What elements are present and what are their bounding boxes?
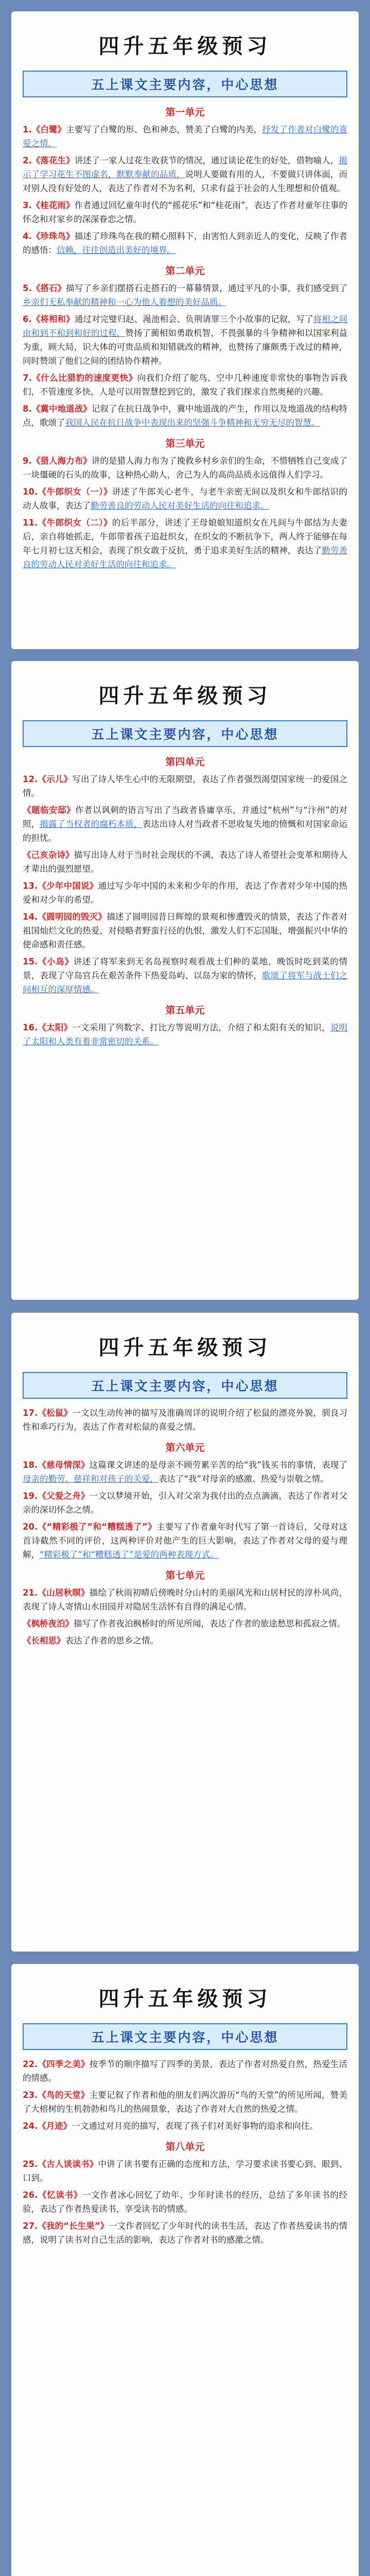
entry-number: 1. (23, 125, 32, 134)
entry-highlight: 勤劳善良的劳动人民对美好生活的向往和追求。 (23, 546, 348, 569)
lesson-entry (23, 803, 347, 845)
entry-text: 作者以讽刺的语言写出了当政者昏庸享乐，并通过“杭州”与“汴州”的对照， (23, 805, 347, 829)
page-subtitle: 五上课文主要内容，中心思想 (23, 720, 347, 747)
entry-number: 14. (23, 912, 38, 922)
entry-number: 4. (23, 231, 32, 241)
entry-text: 向我们介绍了鸵鸟、空中几种速度非常快的事物告诉我们，不管速度多快，人是可以用智慧挖到它的，激发了我们探求自然奥秘的兴趣。 (23, 373, 348, 397)
entry-number: 8. (23, 404, 32, 414)
entry-number: 10. (23, 487, 38, 497)
lesson-entry (23, 371, 347, 399)
entry-text: 主要写了作者童年时代写了第一首诗后，父母对这首诗截然不同的评价，这两种评价对他产生的巨大影响，表达了作者对父母的爱与理解， (23, 1522, 347, 1560)
entry-text: 这篇课文讲述的是母亲不顾劳累辛苦的给“我”钱买书的事情，表现了 (89, 1460, 347, 1470)
page-content (23, 2057, 347, 2247)
lesson-entry (23, 1586, 347, 1614)
lesson-entry (23, 312, 347, 368)
lesson-title: 《太阳》 (38, 1023, 73, 1032)
entry-text: 一文作者回忆了少年时代的读书生活，表达了作者热爱读书的情感，说明了读书对自己生活的影响，表达了作者对书的感激之情。 (23, 2221, 347, 2245)
entry-highlight: 揭露了当权者的腐朽本质， (40, 819, 143, 829)
unit-heading: 第二单元 (165, 265, 205, 277)
entry-text: 中讲了读书要有正确的态度和方法，学习要求读书要心到、眼到、口到。 (23, 2159, 348, 2183)
lesson-title: 《慈母情深》 (38, 1460, 90, 1470)
page-3 (11, 1313, 359, 1952)
lesson-title: 《松鼠》 (38, 1408, 73, 1418)
entry-text: 描绘了秋雨初晴后傍晚时分山村的美丽风光和山居村民的淳朴风尚，表现了诗人寄情山水田园并对隐居生活怀有自得的满足心情。 (23, 1588, 348, 1612)
entry-number: 24. (23, 2121, 38, 2131)
lesson-entry (23, 1021, 347, 1048)
lesson-title: 《月迹》 (38, 2121, 72, 2131)
lesson-entry (23, 910, 347, 952)
lesson-title: 《落花生》 (31, 156, 75, 165)
entry-text: 一文作者冰心回忆了幼年、少年时读书的经历，总结了多年读书的经验，表达了作者热爱读书，享受读书的情感。 (23, 2190, 348, 2214)
page-2 (11, 661, 359, 1300)
lesson-title: 《牛郎织女（二）》 (38, 518, 112, 528)
entry-text: 通过对完璧归赵、渑池相会、负荆请罪三个小故事的记叙，写了 (74, 314, 313, 324)
lesson-title: 《将相和》 (31, 314, 75, 324)
entry-number: 7. (23, 373, 32, 383)
lesson-entry (23, 1634, 347, 1648)
page-4 (11, 1964, 359, 2576)
unit-heading: 第三单元 (165, 438, 205, 449)
entry-number: 12. (23, 774, 38, 784)
lesson-entry (23, 848, 347, 876)
entry-highlight: 母亲的勤劳、慈祥和对孩子的关爱， (23, 1474, 158, 1484)
lesson-title: 《山居秋暝》 (38, 1588, 90, 1598)
page-title: 四升五年级预习 (98, 34, 272, 58)
entry-text-rest: 赞扬了蔺相如勇敢机智，不畏强暴的斗争精神和以国家利益为重，顾大局，识大体的可贵品质和知错就改的精神，也赞扬了廉颇勇于改过的精神，同时赞颂了他们之间的团结协作精神。 (23, 328, 348, 366)
entry-number: 9. (23, 456, 32, 466)
lesson-entry (23, 1617, 347, 1631)
entry-number: 21. (23, 1588, 38, 1598)
entry-highlight: 歌颂了将军与战士们之间相互的深厚情感。 (23, 971, 348, 994)
unit-heading: 第一单元 (165, 107, 205, 118)
lesson-title: 《古人谈读书》 (38, 2159, 98, 2169)
lesson-title: 《鸟的天堂》 (38, 2090, 90, 2100)
entry-text-rest: 表达出诗人对当政者不思收复失地的愤慨和对国家命运的担忧。 (23, 819, 348, 843)
entry-text: 描写出诗人对于当时社会现状的不满，表达了诗人希望社会变革和期待人才辈出的强烈愿望。 (23, 850, 348, 874)
lesson-title: 《忆读书》 (38, 2190, 82, 2200)
lesson-title: 《什么比猎豹的速度更快》 (31, 373, 137, 383)
entry-highlight: 揭示了学习花生不图虚名，默默奉献的品质， (23, 156, 348, 179)
entry-number: 17. (23, 1408, 38, 1418)
lesson-entry (23, 281, 347, 309)
entry-text: 一文采用了列数字、打比方等说明方法，介绍了和太阳有关的知识， (72, 1023, 330, 1032)
lesson-entry (23, 229, 347, 257)
entry-number: 16. (23, 1023, 38, 1032)
entry-highlight: 信赖，往往创造出美好的境界。 (57, 245, 175, 255)
entry-text: 主要写了白鹭的形、色和神态，赞美了白鹭的内美， (66, 125, 262, 134)
lesson-entry (23, 955, 347, 996)
page-title: 四升五年级预习 (98, 1987, 272, 2011)
page-1 (11, 11, 359, 649)
page-subtitle: 五上课文主要内容，中心思想 (23, 1372, 347, 1399)
entry-highlight: 乡亲们无私奉献的精神和一心为他人着想的美好品质。 (23, 297, 226, 307)
lesson-entry (23, 198, 347, 226)
entry-number: 3. (23, 200, 32, 210)
page-title: 四升五年级预习 (98, 1335, 272, 1360)
unit-heading: 第八单元 (165, 2141, 205, 2153)
lesson-title: 《“精彩极了”和“糟糕透了”》 (38, 1522, 157, 1532)
page-content (23, 754, 347, 1048)
entry-text: 讲述了牛郎关心老牛，与老牛亲密无间以及织女和牛郎结识的动人故事，表达了 (23, 487, 348, 511)
page-subtitle: 五上课文主要内容，中心思想 (23, 2023, 347, 2050)
lesson-title: 《我的“长生果”》 (38, 2221, 109, 2231)
entry-text: 表达了作者的思乡之情。 (65, 1636, 158, 1646)
unit-heading: 第五单元 (165, 1005, 205, 1016)
lesson-entry (23, 516, 347, 571)
unit-heading: 第七单元 (165, 1570, 205, 1581)
lesson-title: 《牛郎织女（一）》 (38, 487, 112, 497)
lesson-title: 《父爱之舟》 (38, 1491, 90, 1501)
lesson-title: 《白鹭》 (31, 125, 66, 134)
lesson-title: 《枫桥夜泊》 (23, 1619, 74, 1629)
lesson-entry (23, 1458, 347, 1486)
entry-text: 作者通过回忆童年时代的“摇花乐”和“桂花雨”，表达了作者对童年往事的怀念和对家乡的深深眷恋之情。 (23, 200, 348, 224)
entry-number: 18. (23, 1460, 38, 1470)
entry-number: 26. (23, 2190, 38, 2200)
page-subtitle: 五上课文主要内容，中心思想 (23, 71, 347, 97)
lesson-entry (23, 2157, 347, 2185)
entry-number: 13. (23, 881, 38, 891)
unit-heading: 第四单元 (165, 756, 205, 768)
entry-number: 20. (23, 1522, 38, 1532)
lesson-entry (23, 402, 347, 430)
entry-text: 通过写少年中国的未来和少年的作用，表达了作者对少年中国的热爱和对少年的希望。 (23, 881, 348, 905)
entry-highlight: 将相之间由和到不和到和好的过程， (23, 314, 348, 338)
lesson-title: 《示儿》 (38, 774, 73, 784)
lesson-entry (23, 2057, 347, 2085)
entry-text: 主要记叙了作者和他的朋友们两次游历“鸟的天堂”的所见所闻，赞美了大榕树的生机勃勃和鸟儿的热闹景象，表达了作者对大自然的热爱之情。 (23, 2090, 347, 2114)
entry-number: 22. (23, 2059, 38, 2069)
entry-text: 讲述了将军来到无名岛视察时观看战士们种的菜地，晚饭时吃到菜的情景，表现了守岛官兵在艰苦条件下热爱岛屿、以岛为家的情怀， (23, 957, 348, 980)
entry-text: 的后半部分，讲述了王母娘娘知道织女在凡间与牛郎结为夫妻后，亲自将她抓走，牛郎带着孩子追赶织女，在织女的不断抗争下，两人终于能够在每年七月初七这天相会，表现了织女敢于反抗，勇于追求美好生活的精神，表达了 (23, 518, 348, 555)
lesson-title: 《猎人海力布》 (31, 456, 92, 466)
entry-text: 一文通过对月亮的描写，表现了孩子们对美好事物的追求和向往。 (72, 2121, 318, 2131)
entry-number: 23. (23, 2090, 38, 2100)
entry-text: 讲述了一家人过花生收获节的情况，通过谈论花生的好处，借物喻人， (74, 156, 339, 165)
entry-number: 5. (23, 283, 32, 293)
lesson-entry (23, 1520, 347, 1562)
lesson-title: 《桂花雨》 (31, 200, 75, 210)
lesson-title: 《冀中地道战》 (31, 404, 92, 414)
entry-text: 描述了圆明园昔日辉煌的景观和惨遭毁灭的情景，表达了作者对祖国灿烂文化的热爱，对侵略者野蛮行径的仇恨，激发人们不忘国耻，增强振兴中华的使命感和责任感。 (23, 912, 348, 950)
entry-text: 描写了作者夜泊枫桥时的所见所闻，表达了作者的旅途愁思和孤寂之情。 (74, 1619, 345, 1629)
lesson-entry (23, 154, 347, 195)
lesson-entry (23, 485, 347, 513)
entry-number: 6. (23, 314, 32, 324)
lesson-title: 《珍珠鸟》 (31, 231, 75, 241)
entry-highlight: 勤劳善良的劳动人民对美好生活的向往和追求。 (91, 501, 269, 511)
entry-number: 19. (23, 1491, 38, 1501)
lesson-entry (23, 2188, 347, 2216)
entry-text: 一文以梦境开始，引入对父亲为我付出的点点滴滴，表达了作者对父亲的深切怀念之情。 (23, 1491, 348, 1515)
lesson-title: 《长相思》 (23, 1636, 65, 1646)
lesson-entry (23, 1406, 347, 1434)
entry-highlight: 说明了太阳和人类有着非常密切的关系。 (23, 1023, 348, 1046)
lesson-title: 《四季之美》 (38, 2059, 90, 2069)
lesson-title: 《题临安邸》 (23, 805, 76, 815)
lesson-entry (23, 879, 347, 907)
entry-highlight: 我国人民在抗日战争中表现出来的坚强斗争精神和无穷无尽的智慧。 (65, 418, 320, 428)
entry-highlight: 抒发了作者对白鹭的喜爱之情。 (23, 125, 348, 148)
lesson-entry (23, 2088, 347, 2116)
entry-highlight: “精彩极了”和“糟糕透了”是爱的两种表现方式。 (40, 1550, 219, 1560)
entry-text: 记叙了在抗日战争中，冀中地道战的产生，作用以及地道战的结构特点，歌颂了 (23, 404, 348, 428)
entry-text: 写出了诗人毕生心中的无限期望，表达了作者强烈渴望国家统一的爱国之情。 (23, 774, 348, 798)
entry-text: 一文以生动传神的描写及准确周详的说明介绍了松鼠的漂亮外貌，驯良习性和乖巧行为，表达了作者对松鼠的喜爱之情。 (23, 1408, 348, 1432)
lesson-title: 《搭石》 (31, 283, 66, 293)
entry-number: 11. (23, 518, 38, 528)
entry-number: 15. (23, 957, 38, 967)
entry-text-rest: 表达了“我”对母亲的感激、热爱与崇敬之情。 (158, 1474, 329, 1484)
page-content (23, 105, 347, 571)
entry-number: 27. (23, 2221, 38, 2231)
lesson-entry (23, 1489, 347, 1517)
lesson-title: 《己亥杂诗》 (23, 850, 74, 860)
lesson-entry (23, 454, 347, 482)
page-content (23, 1406, 347, 1648)
lesson-title: 《少年中国说》 (38, 881, 98, 891)
lesson-entry (23, 123, 347, 150)
lesson-entry (23, 772, 347, 800)
entry-text: 描写了乡亲们摆搭石走搭石的一幕幕情景，通过平凡的小事，我们感受到了 (66, 283, 348, 293)
entry-text: 按季节的顺序描写了四季的美景，表达了作者对热爱自然，热爱生活的情感。 (23, 2059, 348, 2083)
entry-text-rest: 说明人要做有用的人，不要做只讲体面，而对别人没有好处的人，表达了作者对不为名利，只求有益于社会的人生理想和价值观。 (23, 170, 348, 193)
page-title: 四升五年级预习 (98, 684, 272, 708)
lesson-entry (23, 2119, 347, 2133)
entry-number: 2. (23, 156, 32, 165)
entry-text: 描述了珍珠鸟在我的精心照料下，由害怕人到亲近人的变化，反映了作者的感悟： (23, 231, 348, 255)
entry-number: 25. (23, 2159, 38, 2169)
lesson-title: 《圆明园的毁灭》 (38, 912, 107, 922)
unit-heading: 第六单元 (165, 1442, 205, 1453)
lesson-entry (23, 2219, 347, 2247)
entry-text: 讲的是猎人海力布为了挽救乡村乡亲们的生命，不惜牺牲自己变成了一块僵硬的石头的故事，这种热心助人，舍己为人的高尚品质永远值得人们学习。 (23, 456, 348, 480)
lesson-title: 《小岛》 (38, 957, 74, 967)
